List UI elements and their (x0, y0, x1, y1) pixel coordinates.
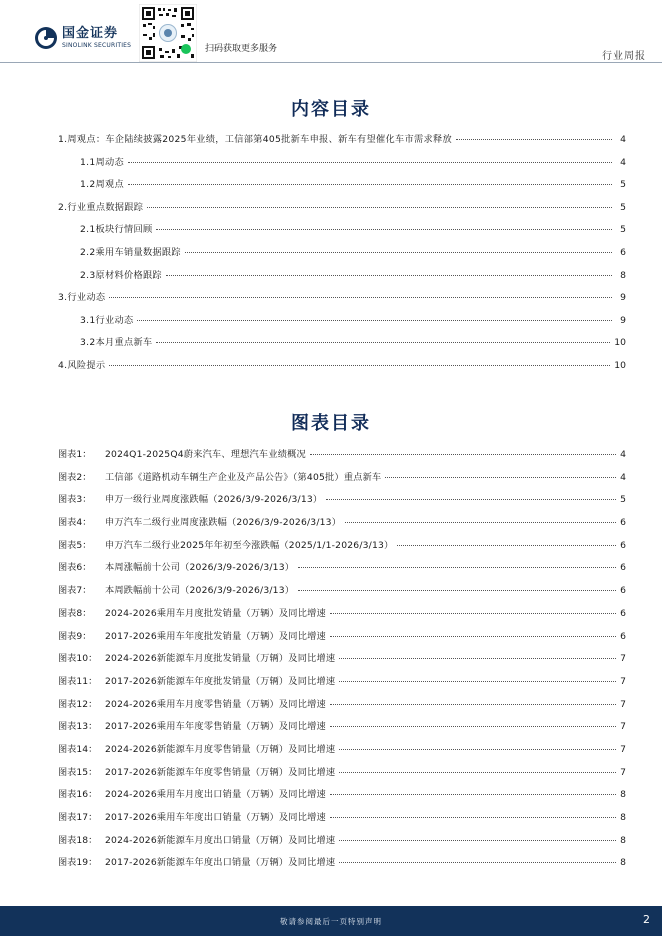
page-number: 2 (643, 913, 650, 926)
toc-entry-page: 4 (620, 134, 626, 145)
toc-entry-label: 3.1行业动态 (80, 314, 134, 326)
figure-entry[interactable] (58, 718, 626, 741)
toc-entry-page: 10 (614, 337, 626, 349)
figure-title: 2024-2026乘用车月度批发销量（万辆）及同比增速 (105, 607, 326, 619)
figure-title: 2024Q1-2025Q4蔚来汽车、理想汽车业绩概况 (105, 449, 306, 460)
logo-english-name: SINOLINK SECURITIES (62, 42, 132, 49)
dot-leader (330, 794, 616, 795)
figure-number: 图表13： (58, 721, 98, 733)
dot-leader (109, 365, 610, 366)
toc-entry[interactable] (58, 131, 626, 154)
toc-entry[interactable] (58, 267, 626, 290)
figure-number: 图表1： (58, 449, 92, 460)
toc-entry[interactable] (58, 357, 626, 380)
figure-number: 图表2： (58, 471, 92, 483)
dot-leader (298, 590, 616, 591)
figure-page: 8 (620, 812, 626, 823)
figure-entry[interactable] (58, 650, 626, 673)
figure-entry[interactable] (58, 628, 626, 651)
toc-entry[interactable] (58, 312, 626, 335)
figure-entry[interactable] (58, 696, 626, 719)
figure-entry[interactable] (58, 605, 626, 628)
toc-entry[interactable] (58, 244, 626, 267)
qr-code-icon[interactable] (139, 4, 197, 62)
figure-entry[interactable] (58, 786, 626, 809)
toc-entry-page: 5 (620, 201, 626, 213)
figure-page: 6 (620, 539, 626, 551)
figure-page: 4 (620, 449, 626, 460)
toc-entry-label: 1.1周动态 (80, 156, 124, 168)
dot-leader (339, 658, 616, 659)
report-type-label: 行业周报 (602, 51, 646, 62)
dot-leader (339, 840, 616, 841)
figure-page: 4 (620, 471, 626, 483)
figure-number: 图表12： (58, 698, 98, 710)
figure-number: 图表16： (58, 789, 98, 801)
figure-entry[interactable] (58, 809, 626, 832)
figure-page: 8 (620, 834, 626, 846)
toc-entry-label: 2.2乘用车销量数据跟踪 (80, 246, 181, 258)
figure-number: 图表9： (58, 630, 92, 642)
figure-number: 图表11： (58, 675, 98, 687)
dot-leader (147, 207, 612, 208)
toc-entry[interactable] (58, 154, 626, 177)
figure-number: 图表8： (58, 607, 92, 619)
figure-number: 图表10： (58, 653, 98, 665)
figure-title: 申万一级行业周度涨跌幅（2026/3/9-2026/3/13） (105, 494, 323, 506)
figure-title: 2017-2026新能源车年度批发销量（万辆）及同比增速 (105, 675, 336, 687)
dot-leader (128, 184, 612, 185)
toc-entry[interactable] (58, 176, 626, 199)
figure-page: 5 (620, 494, 626, 506)
dot-leader (298, 567, 616, 568)
company-logo (34, 26, 131, 50)
toc-entry-page: 4 (620, 156, 626, 168)
dot-leader (166, 275, 612, 276)
figure-entry[interactable] (58, 514, 626, 537)
figure-title: 2017-2026新能源车年度出口销量（万辆）及同比增速 (105, 857, 336, 869)
figure-title: 2017-2026乘用车年度零售销量（万辆）及同比增速 (105, 721, 326, 733)
figure-number: 图表7： (58, 585, 92, 597)
figure-title: 本周跌幅前十公司（2026/3/9-2026/3/13） (105, 585, 295, 597)
header-divider (0, 62, 662, 63)
qr-caption: 扫码获取更多服务 (205, 44, 278, 54)
figure-number: 图表14： (58, 743, 98, 755)
dot-leader (339, 772, 616, 773)
toc-entry[interactable] (58, 199, 626, 222)
figure-number: 图表5： (58, 539, 92, 551)
dot-leader (156, 229, 612, 230)
dot-leader (330, 636, 616, 637)
dot-leader (128, 162, 612, 163)
figure-entry[interactable] (58, 491, 626, 514)
figure-title: 工信部《道路机动车辆生产企业及产品公告》（第405批）重点新车 (105, 471, 382, 483)
figure-page: 6 (620, 607, 626, 619)
toc-entry-label: 3.2本月重点新车 (80, 337, 153, 349)
figure-entry[interactable] (58, 559, 626, 582)
toc-entry-page: 9 (620, 314, 626, 326)
dot-leader (109, 297, 612, 298)
figure-entry[interactable] (58, 673, 626, 696)
dot-leader (339, 749, 616, 750)
figure-title: 2024-2026新能源车月度出口销量（万辆）及同比增速 (105, 834, 336, 846)
dot-leader (339, 681, 616, 682)
footer-disclaimer[interactable]: 敬请参阅最后一页特别声明 (280, 917, 382, 926)
toc-entry[interactable] (58, 289, 626, 312)
logo-chinese-name: 国金证券 (62, 26, 119, 41)
figure-page: 6 (620, 630, 626, 642)
figure-title: 本周涨幅前十公司（2026/3/9-2026/3/13） (105, 562, 295, 574)
figure-page: 8 (620, 789, 626, 801)
figure-title: 2017-2026新能源车年度零售销量（万辆）及同比增速 (105, 766, 336, 778)
figure-title: 2024-2026新能源车月度零售销量（万辆）及同比增速 (105, 743, 336, 755)
dot-leader (330, 613, 616, 614)
figure-number: 图表3： (58, 494, 92, 506)
dot-leader (330, 704, 616, 705)
toc-entry[interactable] (58, 334, 626, 357)
figure-entry[interactable] (58, 469, 626, 492)
figure-list (58, 446, 626, 877)
toc-title: 内容目录 (291, 99, 371, 120)
dot-leader (326, 499, 616, 500)
figure-entry[interactable] (58, 741, 626, 764)
figure-entry[interactable] (58, 446, 626, 469)
figures-title: 图表目录 (291, 413, 371, 434)
figure-title: 2024-2026新能源车月度批发销量（万辆）及同比增速 (105, 653, 336, 665)
page-header (0, 0, 662, 62)
toc-entry-label: 4.风险提示 (58, 359, 106, 371)
figure-page: 7 (620, 766, 626, 778)
toc-entry-label: 1.2周观点 (80, 179, 124, 191)
dot-leader (330, 817, 616, 818)
toc-entry-page: 9 (620, 292, 626, 304)
figure-number: 图表18： (58, 834, 98, 846)
figure-title: 2017-2026乘用车年度出口销量（万辆）及同比增速 (105, 812, 326, 823)
dot-leader (310, 454, 616, 455)
figure-number: 图表6： (58, 562, 92, 574)
figure-title: 2024-2026乘用车月度出口销量（万辆）及同比增速 (105, 789, 326, 801)
figure-page: 6 (620, 517, 626, 529)
dot-leader (185, 252, 612, 253)
figure-title: 2017-2026乘用车年度批发销量（万辆）及同比增速 (105, 630, 326, 642)
figure-page: 7 (620, 653, 626, 665)
toc-list (58, 131, 626, 380)
toc-entry-page: 5 (620, 179, 626, 191)
figure-page: 6 (620, 562, 626, 574)
figure-number: 图表4： (58, 517, 92, 529)
figure-number: 图表17： (58, 812, 98, 823)
figure-page: 6 (620, 585, 626, 597)
logo-mark-icon (34, 26, 58, 50)
figure-page: 7 (620, 721, 626, 733)
figure-entry[interactable] (58, 854, 626, 877)
dot-leader (339, 862, 616, 863)
figure-page: 7 (620, 675, 626, 687)
figure-page: 7 (620, 698, 626, 710)
toc-entry-page: 6 (620, 246, 626, 258)
figure-title: 申万汽车二级行业2025年年初至今涨跌幅（2025/1/1-2026/3/13） (105, 539, 394, 551)
toc-entry-label: 1.周观点：车企陆续披露2025年业绩，工信部第405批新车申报、新车有望催化车市需求释放 (58, 134, 452, 145)
toc-entry-label: 2.行业重点数据跟踪 (58, 201, 144, 213)
figure-title: 2024-2026乘用车月度零售销量（万辆）及同比增速 (105, 698, 326, 710)
dot-leader (345, 522, 616, 523)
toc-entry-label: 2.3原材料价格跟踪 (80, 269, 162, 281)
toc-entry[interactable] (58, 221, 626, 244)
figure-entry[interactable] (58, 582, 626, 605)
figure-entry[interactable] (58, 832, 626, 855)
figure-entry[interactable] (58, 537, 626, 560)
figure-number: 图表19： (58, 857, 98, 869)
figure-page: 7 (620, 743, 626, 755)
dot-leader (156, 342, 610, 343)
dot-leader (385, 477, 616, 478)
toc-entry-label: 3.行业动态 (58, 292, 106, 304)
toc-entry-label: 2.1板块行情回顾 (80, 224, 153, 236)
toc-entry-page: 8 (620, 269, 626, 281)
page-footer (0, 906, 662, 936)
dot-leader (456, 139, 612, 140)
dot-leader (137, 320, 612, 321)
toc-entry-page: 10 (614, 359, 626, 371)
toc-entry-page: 5 (620, 224, 626, 236)
figure-page: 8 (620, 857, 626, 869)
figure-title: 申万汽车二级行业周度涨跌幅（2026/3/9-2026/3/13） (105, 517, 342, 529)
figure-entry[interactable] (58, 764, 626, 787)
figure-number: 图表15： (58, 766, 98, 778)
dot-leader (397, 545, 616, 546)
dot-leader (330, 726, 616, 727)
